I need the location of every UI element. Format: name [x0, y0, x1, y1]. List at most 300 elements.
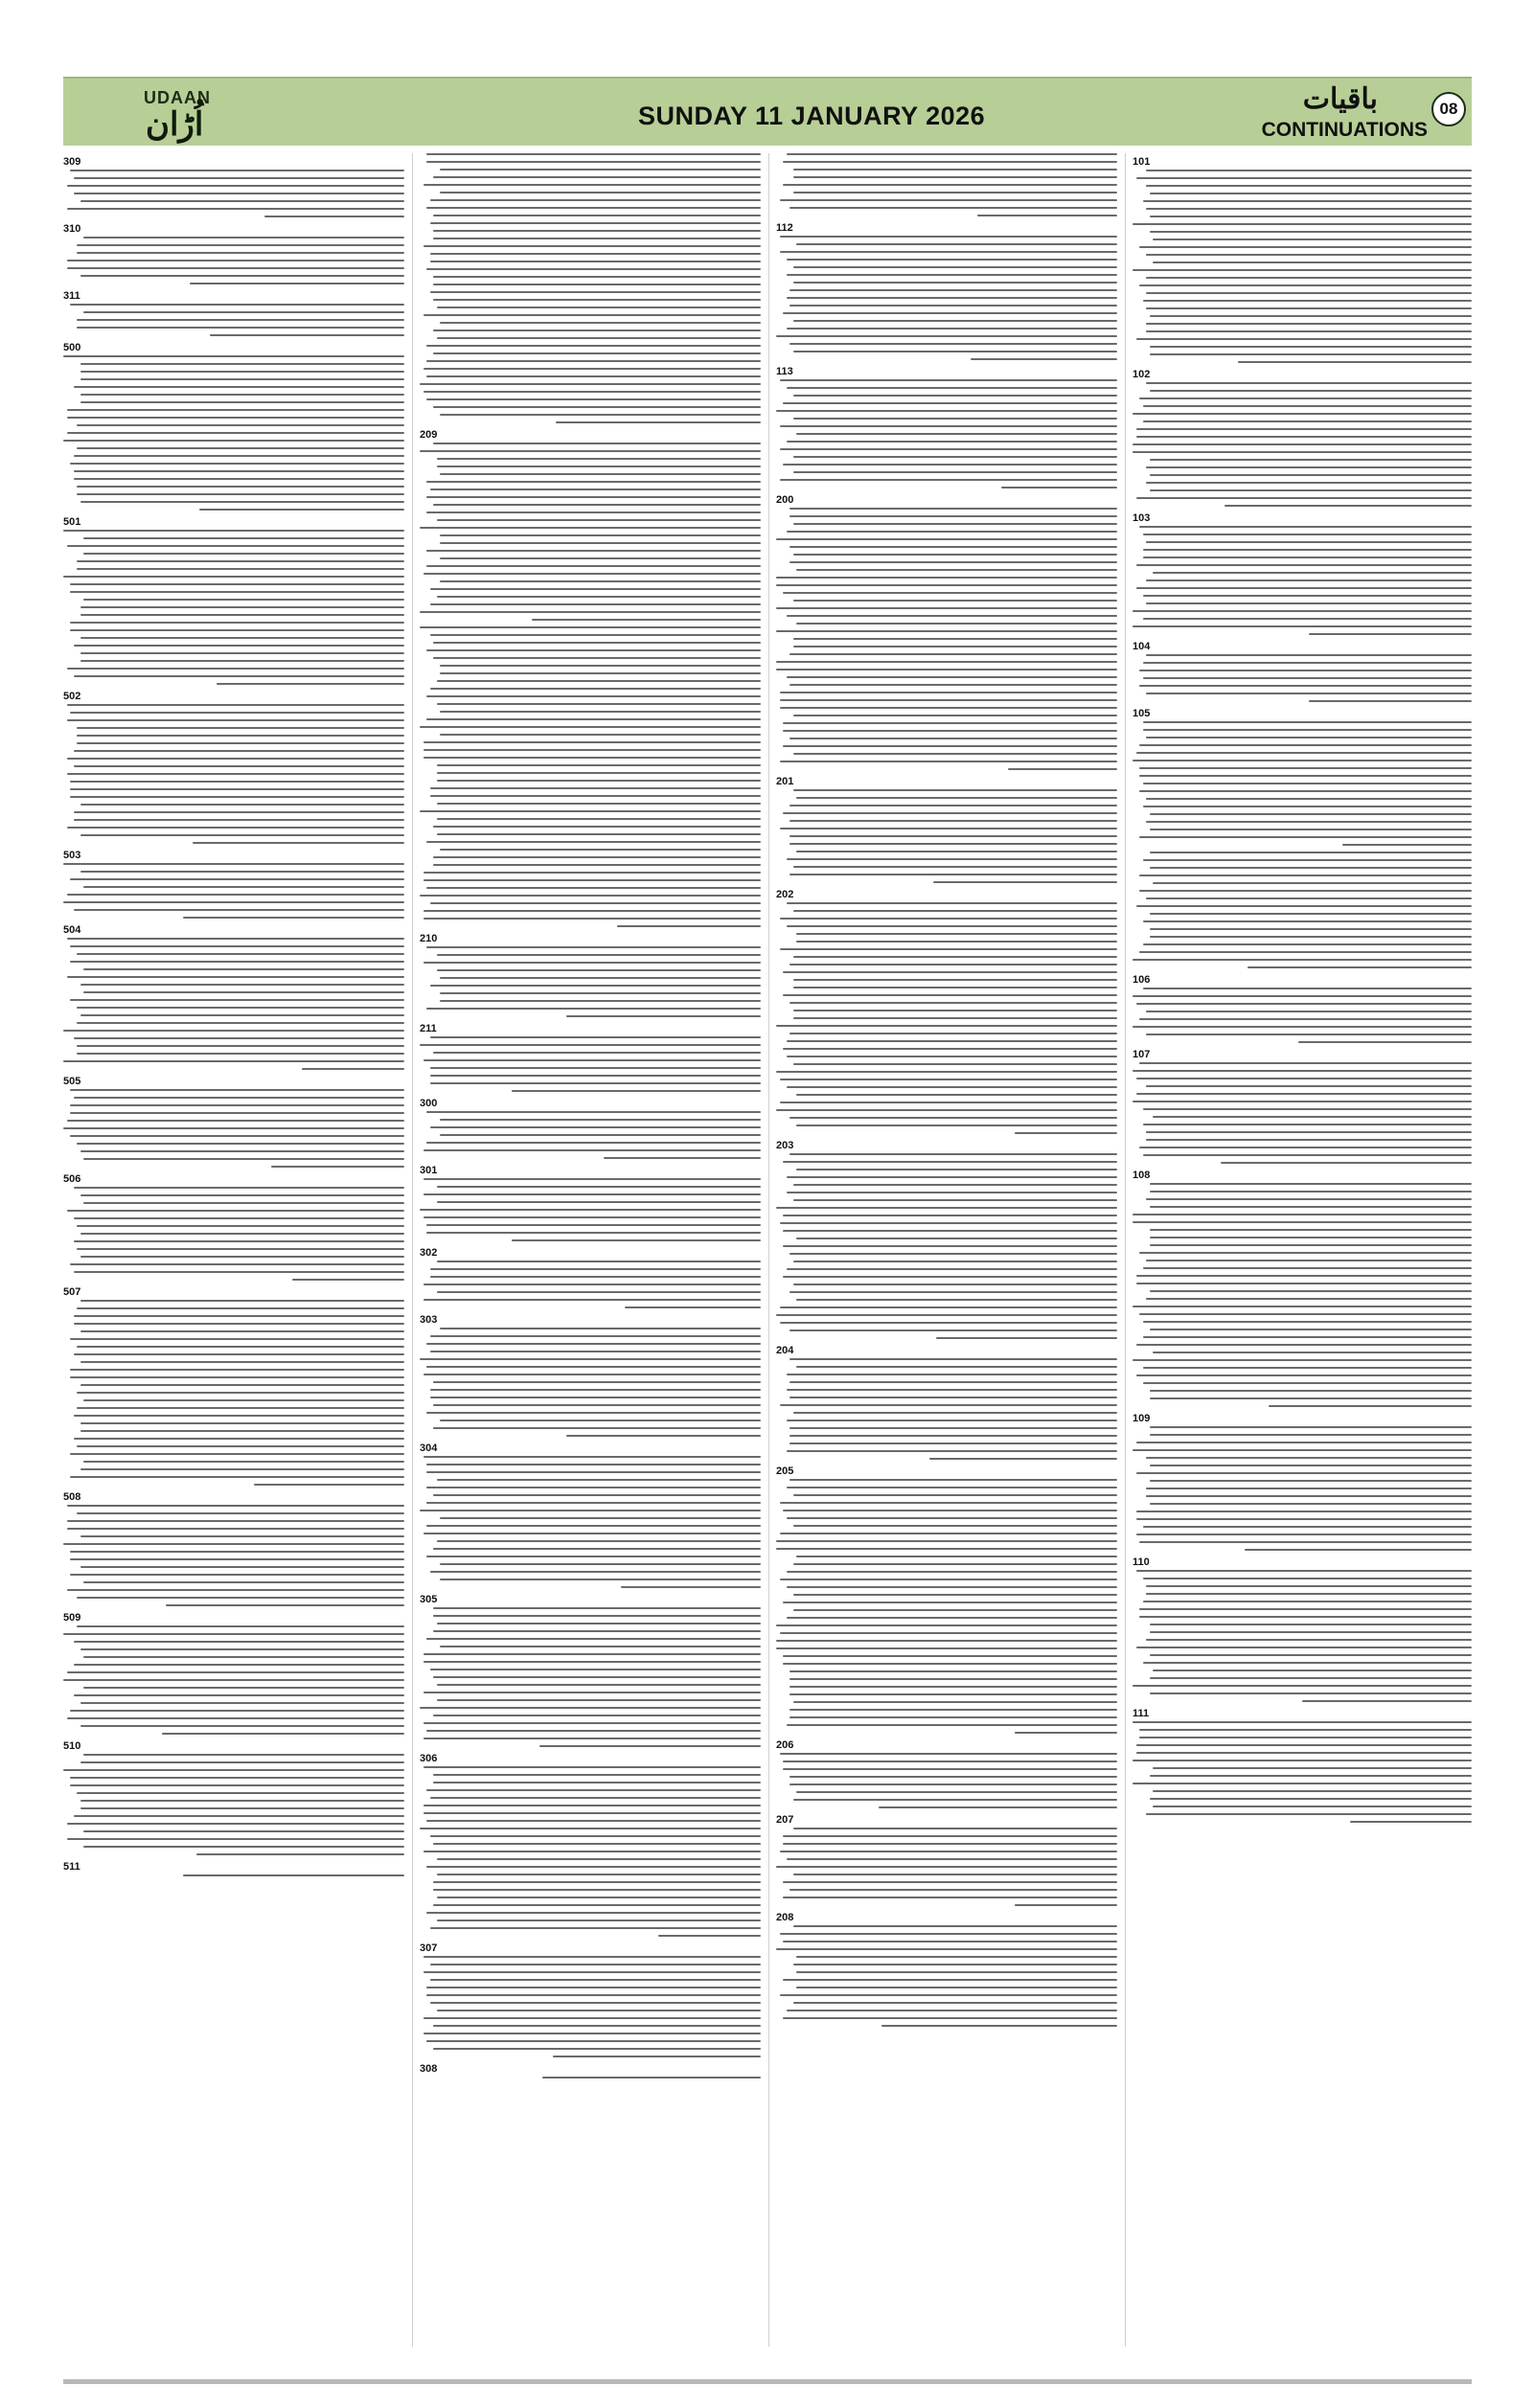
- text-line: [783, 592, 1117, 594]
- text-line: [879, 1806, 1117, 1808]
- text-line: [433, 215, 761, 216]
- text-line: [426, 1912, 761, 1914]
- text-line: [70, 1135, 404, 1137]
- text-line: [793, 1799, 1117, 1801]
- text-line: [433, 1676, 761, 1678]
- article-number: 311: [63, 290, 80, 302]
- text-line: [783, 1510, 1117, 1511]
- text-line: [1143, 1367, 1472, 1369]
- text-line: [1133, 1685, 1472, 1687]
- text-line: [1146, 382, 1472, 384]
- text-line: [437, 596, 761, 598]
- text-line: [793, 1964, 1117, 1965]
- text-line: [793, 176, 1117, 178]
- text-line: [780, 1632, 1117, 1634]
- article-number: 309: [63, 156, 81, 168]
- text-line: [430, 1082, 761, 1084]
- text-line: [1146, 208, 1472, 210]
- text-line: [67, 938, 404, 940]
- text-line: [1153, 261, 1472, 263]
- text-line: [1150, 346, 1472, 348]
- text-line: [787, 531, 1117, 533]
- text-line: [793, 646, 1117, 647]
- continuation-article: [776, 1140, 1117, 1339]
- text-line: [789, 1670, 1117, 1672]
- text-line: [437, 1897, 761, 1898]
- text-line: [1153, 1116, 1472, 1118]
- text-line: [1238, 361, 1472, 363]
- text-line: [776, 1540, 1117, 1542]
- text-line: [437, 1201, 761, 1203]
- text-line: [1150, 1397, 1472, 1399]
- continuation-article: [420, 933, 761, 1017]
- text-line: [83, 1846, 404, 1848]
- text-line: [80, 401, 404, 403]
- text-line: [793, 789, 1117, 791]
- text-line: [783, 312, 1117, 314]
- text-line: [74, 1694, 404, 1696]
- text-line: [67, 894, 404, 896]
- article-number: 111: [1133, 1708, 1150, 1719]
- text-line: [787, 1086, 1117, 1088]
- text-line: [420, 1044, 761, 1046]
- text-line: [440, 1134, 761, 1136]
- text-line: [70, 781, 404, 783]
- text-line: [70, 1338, 404, 1340]
- text-line: [426, 375, 761, 377]
- text-line: [780, 251, 1117, 253]
- text-line: [426, 153, 761, 155]
- article-number: 113: [776, 366, 793, 377]
- text-line: [433, 2025, 761, 2027]
- text-line: [67, 1505, 404, 1507]
- text-line: [433, 1548, 761, 1550]
- text-line: [83, 237, 404, 239]
- text-line: [423, 2017, 761, 2019]
- text-line: [780, 1322, 1117, 1324]
- text-line: [1302, 1700, 1472, 1702]
- text-line: [625, 1306, 761, 1308]
- text-line: [780, 199, 1117, 201]
- text-line: [1146, 1593, 1472, 1595]
- text-line: [1136, 905, 1472, 907]
- text-line: [430, 1797, 761, 1799]
- text-line: [1143, 783, 1472, 784]
- text-line: [780, 1102, 1117, 1103]
- text-line: [423, 872, 761, 874]
- text-line: [796, 941, 1117, 943]
- text-line: [787, 858, 1117, 860]
- text-line: [67, 1520, 404, 1522]
- text-line: [430, 253, 761, 255]
- text-line: [74, 1664, 404, 1666]
- text-line: [1150, 1775, 1472, 1777]
- text-line: [1136, 1344, 1472, 1346]
- text-line: [430, 1571, 761, 1573]
- text-line: [430, 787, 761, 789]
- text-line: [881, 2025, 1117, 2027]
- article-number: 101: [1133, 156, 1151, 168]
- text-line: [1139, 790, 1472, 792]
- article-number: 511: [63, 1861, 80, 1873]
- text-line: [426, 481, 761, 483]
- text-line: [437, 1186, 761, 1188]
- text-line: [430, 1835, 761, 1837]
- text-line: [70, 629, 404, 631]
- text-line: [780, 236, 1117, 238]
- text-line: [1133, 1783, 1472, 1784]
- text-line: [789, 343, 1117, 345]
- text-line: [67, 1717, 404, 1719]
- text-line: [1146, 798, 1472, 800]
- text-line: [67, 417, 404, 419]
- text-line: [437, 1858, 761, 1860]
- text-line: [1150, 852, 1472, 853]
- column-3: [776, 153, 1117, 2347]
- text-line: [426, 268, 761, 270]
- text-line: [1150, 1183, 1472, 1185]
- text-line: [1150, 1677, 1472, 1679]
- continuation-article: [776, 1912, 1117, 2027]
- text-line: [783, 1602, 1117, 1603]
- text-line: [1150, 829, 1472, 830]
- text-line: [70, 1453, 404, 1455]
- text-line: [80, 1648, 404, 1650]
- text-line: [1150, 474, 1472, 476]
- text-line: [74, 478, 404, 480]
- text-line: [423, 910, 761, 912]
- text-line: [1139, 246, 1472, 248]
- text-line: [423, 184, 761, 186]
- text-line: [1133, 625, 1472, 627]
- masthead-bar: [63, 79, 1472, 146]
- text-line: [77, 1445, 404, 1447]
- text-line: [433, 856, 761, 858]
- text-line: [1001, 487, 1117, 488]
- text-line: [793, 554, 1117, 556]
- text-line: [787, 902, 1117, 904]
- text-line: [77, 1143, 404, 1145]
- text-line: [776, 661, 1117, 663]
- text-line: [796, 1791, 1117, 1793]
- text-line: [1350, 1821, 1472, 1823]
- text-line: [787, 1389, 1117, 1391]
- article-number: 104: [1133, 641, 1151, 652]
- text-line: [440, 1563, 761, 1565]
- text-line: [74, 765, 404, 767]
- text-line: [789, 1381, 1117, 1383]
- text-line: [430, 2002, 761, 2004]
- text-line: [77, 319, 404, 321]
- text-line: [74, 1415, 404, 1417]
- article-number: 510: [63, 1740, 81, 1752]
- text-line: [783, 1655, 1117, 1657]
- text-line: [1139, 1313, 1472, 1315]
- text-line: [776, 669, 1117, 670]
- article-number: 300: [420, 1098, 438, 1109]
- text-line: [423, 1812, 761, 1814]
- article-number: 106: [1133, 974, 1151, 986]
- text-line: [1150, 1329, 1472, 1330]
- text-line: [430, 1335, 761, 1337]
- text-line: [1146, 482, 1472, 484]
- text-line: [1153, 572, 1472, 574]
- text-line: [437, 772, 761, 774]
- text-line: [789, 1253, 1117, 1255]
- article-number: 503: [63, 850, 81, 861]
- text-line: [621, 1586, 761, 1588]
- text-line: [1143, 1336, 1472, 1338]
- text-line: [83, 553, 404, 555]
- text-line: [433, 284, 761, 285]
- text-line: [1143, 662, 1472, 664]
- continuation-article: [63, 1491, 404, 1606]
- text-line: [430, 1126, 761, 1128]
- text-line: [67, 545, 404, 547]
- text-line: [63, 1633, 404, 1635]
- text-line: [433, 443, 761, 444]
- text-line: [80, 275, 404, 277]
- text-line: [74, 1271, 404, 1273]
- text-line: [1136, 338, 1472, 340]
- text-line: [787, 1517, 1117, 1519]
- text-line: [793, 320, 1117, 322]
- text-line: [80, 1384, 404, 1386]
- text-line: [80, 1422, 404, 1424]
- text-line: [440, 542, 761, 544]
- text-line: [437, 1540, 761, 1542]
- text-line: [789, 684, 1117, 686]
- continuation-article: [420, 1942, 761, 2057]
- text-line: [780, 918, 1117, 920]
- text-line: [437, 519, 761, 521]
- text-line: [77, 560, 404, 562]
- text-line: [776, 630, 1117, 632]
- text-line: [440, 849, 761, 851]
- text-line: [789, 1435, 1117, 1437]
- text-line: [63, 530, 404, 532]
- text-line: [1309, 633, 1472, 635]
- text-line: [423, 1299, 761, 1301]
- text-line: [780, 1533, 1117, 1534]
- text-line: [433, 2048, 761, 2050]
- text-line: [80, 1468, 404, 1470]
- text-line: [1136, 1472, 1472, 1474]
- text-line: [74, 1353, 404, 1355]
- text-line: [77, 1597, 404, 1599]
- text-line: [776, 1624, 1117, 1626]
- text-line: [77, 568, 404, 570]
- column-divider: [1125, 153, 1126, 2347]
- text-line: [1139, 1018, 1472, 1020]
- article-number: 505: [63, 1076, 81, 1087]
- text-line: [74, 386, 404, 388]
- text-line: [1136, 587, 1472, 589]
- text-line: [783, 1215, 1117, 1216]
- text-line: [70, 878, 404, 880]
- text-line: [1133, 995, 1472, 997]
- text-line: [302, 1068, 404, 1070]
- text-line: [1150, 928, 1472, 930]
- text-line: [789, 1776, 1117, 1778]
- text-line: [193, 842, 404, 844]
- text-line: [1139, 1252, 1472, 1254]
- text-line: [426, 718, 761, 720]
- continuation-article: [776, 889, 1117, 1134]
- text-line: [440, 169, 761, 170]
- text-line: [936, 1337, 1117, 1339]
- text-line: [783, 1835, 1117, 1837]
- text-line: [1146, 170, 1472, 171]
- text-line: [793, 282, 1117, 284]
- text-line: [1146, 1139, 1472, 1141]
- text-line: [83, 886, 404, 888]
- text-line: [433, 1889, 761, 1891]
- text-line: [793, 1284, 1117, 1285]
- text-line: [67, 704, 404, 706]
- text-line: [1143, 1108, 1472, 1110]
- text-line: [789, 805, 1117, 806]
- text-line: [783, 1768, 1117, 1770]
- text-line: [1133, 1026, 1472, 1028]
- text-line: [783, 1761, 1117, 1762]
- text-line: [1146, 821, 1472, 823]
- article-number: 107: [1133, 1049, 1151, 1060]
- text-line: [1139, 951, 1472, 953]
- text-line: [70, 463, 404, 465]
- text-line: [1133, 1721, 1472, 1723]
- text-line: [437, 954, 761, 956]
- text-line: [1150, 1798, 1472, 1800]
- text-line: [780, 448, 1117, 450]
- text-line: [196, 1853, 404, 1855]
- text-line: [423, 314, 761, 316]
- text-line: [423, 1374, 761, 1375]
- text-line: [80, 606, 404, 608]
- text-line: [1136, 1078, 1472, 1079]
- article-number: 203: [776, 1140, 794, 1151]
- article-number: 109: [1133, 1413, 1151, 1424]
- text-line: [67, 758, 404, 760]
- text-line: [1146, 654, 1472, 656]
- text-line: [1153, 1790, 1472, 1792]
- text-line: [789, 1693, 1117, 1695]
- text-line: [780, 379, 1117, 381]
- text-line: [1133, 223, 1472, 225]
- text-line: [793, 1412, 1117, 1414]
- text-line: [423, 1653, 761, 1655]
- text-line: [63, 1543, 404, 1545]
- text-line: [1146, 185, 1472, 187]
- text-line: [433, 176, 761, 178]
- text-line: [80, 614, 404, 616]
- text-line: [1133, 269, 1472, 271]
- text-line: [1153, 239, 1472, 240]
- text-line: [783, 402, 1117, 404]
- text-line: [426, 1502, 761, 1504]
- text-line: [1133, 451, 1472, 453]
- text-line: [80, 1807, 404, 1809]
- text-line: [1245, 1549, 1472, 1551]
- text-line: [440, 992, 761, 994]
- text-line: [77, 727, 404, 729]
- text-line: [1150, 353, 1472, 355]
- text-line: [80, 1014, 404, 1016]
- text-line: [789, 1117, 1117, 1119]
- text-line: [420, 726, 761, 728]
- continuation-article: [1133, 156, 1472, 363]
- text-line: [433, 657, 761, 659]
- text-line: [780, 1502, 1117, 1504]
- text-line: [67, 668, 404, 670]
- text-line: [70, 622, 404, 624]
- text-line: [780, 699, 1117, 701]
- text-line: [437, 680, 761, 682]
- text-line: [787, 1056, 1117, 1057]
- text-line: [420, 810, 761, 812]
- text-line: [1133, 1101, 1472, 1102]
- text-line: [67, 976, 404, 978]
- text-line: [1139, 1729, 1472, 1731]
- text-line: [426, 1343, 761, 1345]
- text-line: [440, 1119, 761, 1121]
- text-line: [67, 1838, 404, 1840]
- text-line: [420, 1828, 761, 1829]
- continuation-article: [63, 223, 404, 284]
- text-line: [789, 561, 1117, 563]
- text-line: [437, 1291, 761, 1293]
- text-line: [787, 676, 1117, 678]
- text-line: [426, 2040, 761, 2042]
- text-line: [796, 1971, 1117, 1973]
- text-line: [1133, 610, 1472, 612]
- text-line: [80, 371, 404, 373]
- text-line: [1146, 897, 1472, 899]
- text-line: [793, 2002, 1117, 2004]
- text-line: [67, 773, 404, 775]
- text-line: [63, 901, 404, 903]
- text-line: [74, 1187, 404, 1189]
- text-line: [80, 363, 404, 365]
- text-line: [512, 1090, 761, 1092]
- text-line: [437, 833, 761, 835]
- text-line: [1146, 1298, 1472, 1300]
- text-line: [780, 479, 1117, 481]
- text-line: [776, 1071, 1117, 1073]
- text-line: [789, 1427, 1117, 1429]
- text-line: [780, 1994, 1117, 1996]
- text-line: [1133, 1070, 1472, 1072]
- text-line: [1146, 1011, 1472, 1012]
- text-line: [77, 1512, 404, 1514]
- text-line: [793, 523, 1117, 525]
- text-line: [793, 910, 1117, 912]
- text-line: [433, 864, 761, 866]
- text-line: [426, 550, 761, 552]
- text-line: [423, 1284, 761, 1285]
- article-number: 304: [420, 1443, 438, 1454]
- text-line: [783, 1245, 1117, 1247]
- text-line: [70, 1089, 404, 1091]
- text-line: [566, 1435, 761, 1437]
- text-line: [433, 1904, 761, 1906]
- text-line: [1143, 1578, 1472, 1579]
- article-number: 502: [63, 691, 81, 702]
- text-line: [423, 1851, 761, 1852]
- text-line: [789, 1678, 1117, 1680]
- text-line: [77, 1346, 404, 1348]
- text-line: [1150, 1692, 1472, 1694]
